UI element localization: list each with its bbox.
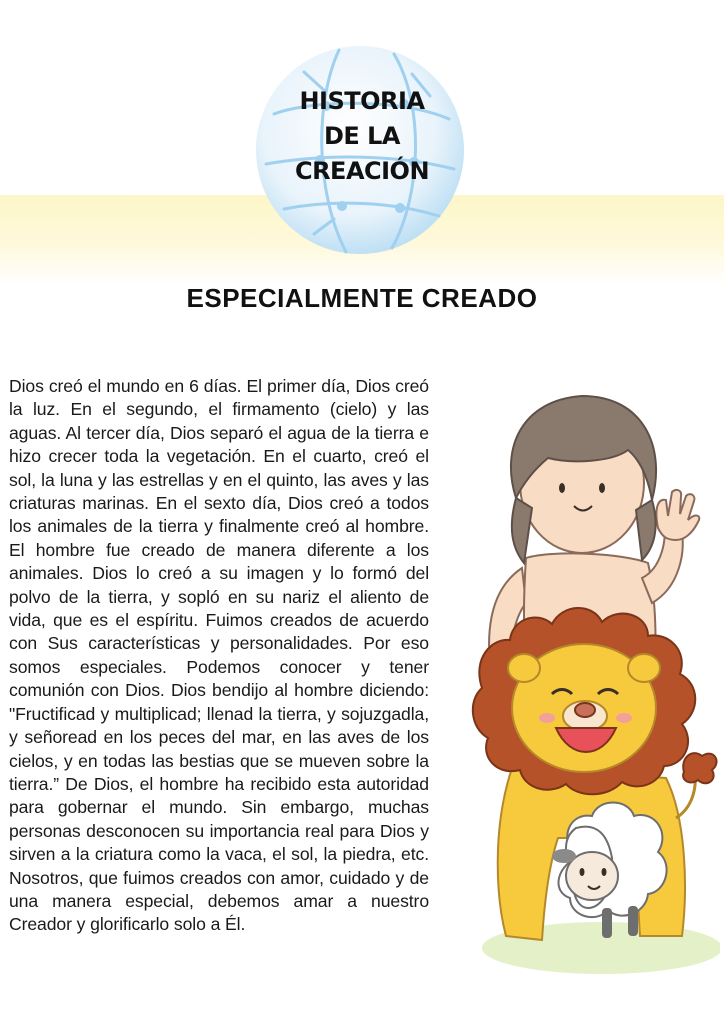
- series-title-line-2: DE LA: [323, 122, 401, 150]
- adam-lion-lamb-illustration: [452, 388, 720, 978]
- series-title-line-1: HISTORIA: [299, 87, 425, 115]
- series-title: [262, 84, 462, 189]
- series-title-line-3: CREACIÓN: [294, 157, 430, 185]
- waving-hand: [656, 490, 699, 540]
- page-title: ESPECIALMENTE CREADO: [186, 283, 538, 313]
- body-text: Dios creó el mundo en 6 días. El primer día, Dios creó la luz. En el segundo, el firmamento (cielo) y las aguas. Al tercer día, Dios separó el agua de la tierra e hizo crecer toda la vegetación. En el cuarto, creó el sol, la luna y las estrellas y en el quinto, las aves y las criaturas marinas. En el sexto día, Dios creó a todos los animales de la tierra y finalmente creó al hombre. El hombre fue creado de manera diferente a los animales. Dios lo creó a su imagen y lo formó del polvo de la tierra, y sopló en su nariz el aliento de vida, que es el espíritu. Fuimos creados de acuerdo con Sus características y personalidades. Por eso somos especiales. Podemos conocer y tener comunión con Dios. Dios bendijo al hombre diciendo: "Fructificad y multiplicad; llenad la tierra, y sojuzgadla, y señoread en los peces del mar, en las aves de los cielos, y en todas las bestias que se mueven sobre la tierra.” De Dios, el hombre ha recibido esta autoridad para gobernar el mundo. Sin embargo, muchas personas desconocen su importancia real para Dios y sirven a la criatura como la vaca, el sol, la piedra, etc. Nosotros, que fuimos creados con amor, cuidado y de una manera especial, debemos amar a nuestro Creador y glorificarlo solo a Él.: [9, 376, 429, 935]
